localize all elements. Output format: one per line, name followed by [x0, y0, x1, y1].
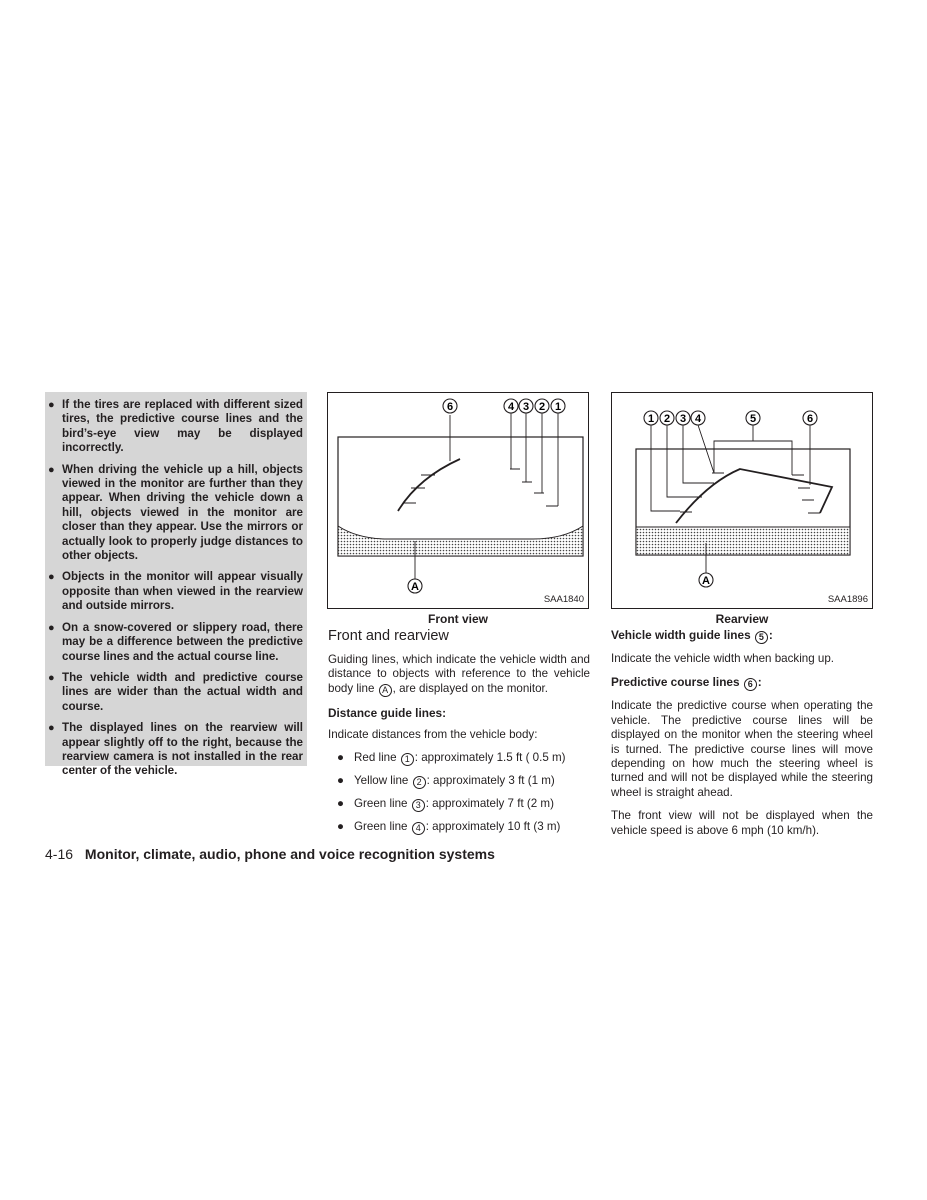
- caution-item: [45, 621, 303, 664]
- predictive-course-line: [676, 469, 832, 523]
- label-3: 3: [679, 413, 687, 425]
- item-label: Green line: [354, 797, 411, 811]
- width-heading-text: Vehicle width guide lines: [611, 628, 754, 642]
- caution-text: The vehicle width and predictive course lines are wider than the actual width and course.: [62, 670, 303, 713]
- caution-text: When driving the vehicle up a hill, objects viewed in the monitor are further than they appear. When driving the vehicle down a hill, objects viewed in the monitor are closer than they appear. Use the mirrors or actually look to properly judge distances to other objects.: [62, 462, 303, 563]
- label-4: 4: [694, 413, 702, 425]
- label-a: A: [411, 581, 419, 593]
- course-heading-colon: :: [757, 675, 762, 690]
- caution-text: Objects in the monitor will appear visually opposite than when viewed in the rearview and outside mirrors.: [62, 570, 303, 613]
- bullet-icon: ●: [337, 820, 345, 834]
- label-1: 1: [647, 413, 655, 425]
- rear-view-diagram: [612, 393, 874, 610]
- list-item: [328, 820, 590, 835]
- rear-view-caption: Rearview: [715, 612, 769, 626]
- front-view-figure: [327, 392, 589, 609]
- marker-3: 3: [412, 799, 425, 812]
- bullet-icon: ●: [48, 463, 55, 476]
- caution-item: [45, 463, 303, 564]
- list-item: [328, 774, 590, 789]
- caution-text: The displayed lines on the rearview will appear slightly off to the right, because the rearview camera is not installed in the rear center of the vehicle.: [62, 721, 303, 778]
- marker-4: 4: [412, 822, 425, 835]
- item-value: : approximately 3 ft (1 m): [426, 774, 555, 788]
- label-6: 6: [446, 401, 454, 413]
- label-2: 2: [663, 413, 671, 425]
- intro-paragraph: [328, 653, 590, 697]
- bullet-icon: ●: [337, 797, 345, 811]
- label-6: 6: [806, 413, 814, 425]
- label-4: 4: [507, 401, 515, 413]
- figure-code: SAA1840: [543, 594, 584, 605]
- course-text: Indicate the predictive course when operating the vehicle. The predictive course lines will be displayed on the monitor when the steering wheel is turned. The predictive course lines will move depending on how much the steering wheel is turned and will not be displayed while the steering wheel is straight ahead.: [611, 699, 873, 799]
- intro-text: Guiding lines, which indicate the vehicle width and distance to objects with reference to the vehicle body line: [328, 653, 590, 695]
- item-value: : approximately 10 ft (3 m): [425, 820, 561, 834]
- item-value: : approximately 7 ft (2 m): [425, 797, 554, 811]
- item-label: Green line: [354, 820, 411, 834]
- marker-6: 6: [744, 678, 757, 691]
- marker-2: 2: [413, 776, 426, 789]
- marker-1: 1: [401, 753, 414, 766]
- caution-box: [45, 392, 307, 778]
- caution-text: If the tires are replaced with different sized tires, the predictive course lines and the bird’s-eye view may be displayed incorrectly.: [62, 398, 303, 455]
- label-3: 3: [522, 401, 530, 413]
- distance-list: [328, 751, 590, 835]
- rear-view-figure: [611, 392, 873, 609]
- course-heading-text: Predictive course lines: [611, 675, 743, 690]
- marker-5: 5: [755, 631, 768, 644]
- vehicle-body-area: [338, 526, 583, 556]
- caution-item: [45, 398, 303, 456]
- caution-item: [45, 570, 303, 613]
- intro-text-end: , are displayed on the monitor.: [392, 681, 548, 695]
- caution-text: On a snow-covered or slippery road, there may be a difference between the predictive course lines and the actual course line.: [62, 620, 303, 663]
- item-label: Red line: [354, 751, 400, 765]
- width-text: Indicate the vehicle width when backing up.: [611, 652, 834, 665]
- front-view-diagram: [328, 393, 590, 610]
- list-item: [328, 751, 590, 766]
- bullet-icon: ●: [48, 722, 55, 735]
- right-column: [611, 628, 873, 847]
- bullet-icon: ●: [337, 774, 345, 788]
- bullet-icon: ●: [48, 621, 55, 634]
- caution-item: [45, 671, 303, 714]
- front-view-note: The front view will not be displayed when the vehicle speed is above 6 mph (10 km/h).: [611, 809, 873, 837]
- label-1: 1: [554, 401, 562, 413]
- caution-item: [45, 721, 303, 779]
- width-heading-colon: :: [768, 628, 773, 642]
- front-view-caption: Front view: [427, 612, 488, 626]
- page-number: 4-16: [45, 846, 74, 862]
- distance-intro: Indicate distances from the vehicle body:: [328, 727, 538, 741]
- item-label: Yellow line: [354, 774, 412, 788]
- bullet-icon: ●: [48, 399, 55, 411]
- bullet-icon: ●: [48, 571, 55, 584]
- course-heading: [611, 675, 873, 691]
- middle-column: [328, 628, 590, 843]
- caution-list: [45, 398, 303, 779]
- item-value: : approximately 1.5 ft ( 0.5 m): [414, 751, 566, 765]
- label-5: 5: [749, 413, 757, 425]
- section-title: Front and rearview: [328, 628, 449, 644]
- label-a: A: [702, 575, 710, 587]
- width-heading: [611, 628, 873, 644]
- bullet-icon: ●: [48, 671, 55, 684]
- label-2: 2: [538, 401, 546, 413]
- distance-heading: Distance guide lines:: [328, 705, 446, 720]
- figure-code: SAA1896: [827, 594, 868, 605]
- chapter-title: Monitor, climate, audio, phone and voice recognition systems: [84, 846, 495, 862]
- vehicle-body-area: [636, 527, 850, 555]
- marker-a: A: [379, 684, 392, 697]
- page-footer: [45, 846, 495, 862]
- bullet-icon: ●: [337, 751, 345, 765]
- list-item: [328, 797, 590, 812]
